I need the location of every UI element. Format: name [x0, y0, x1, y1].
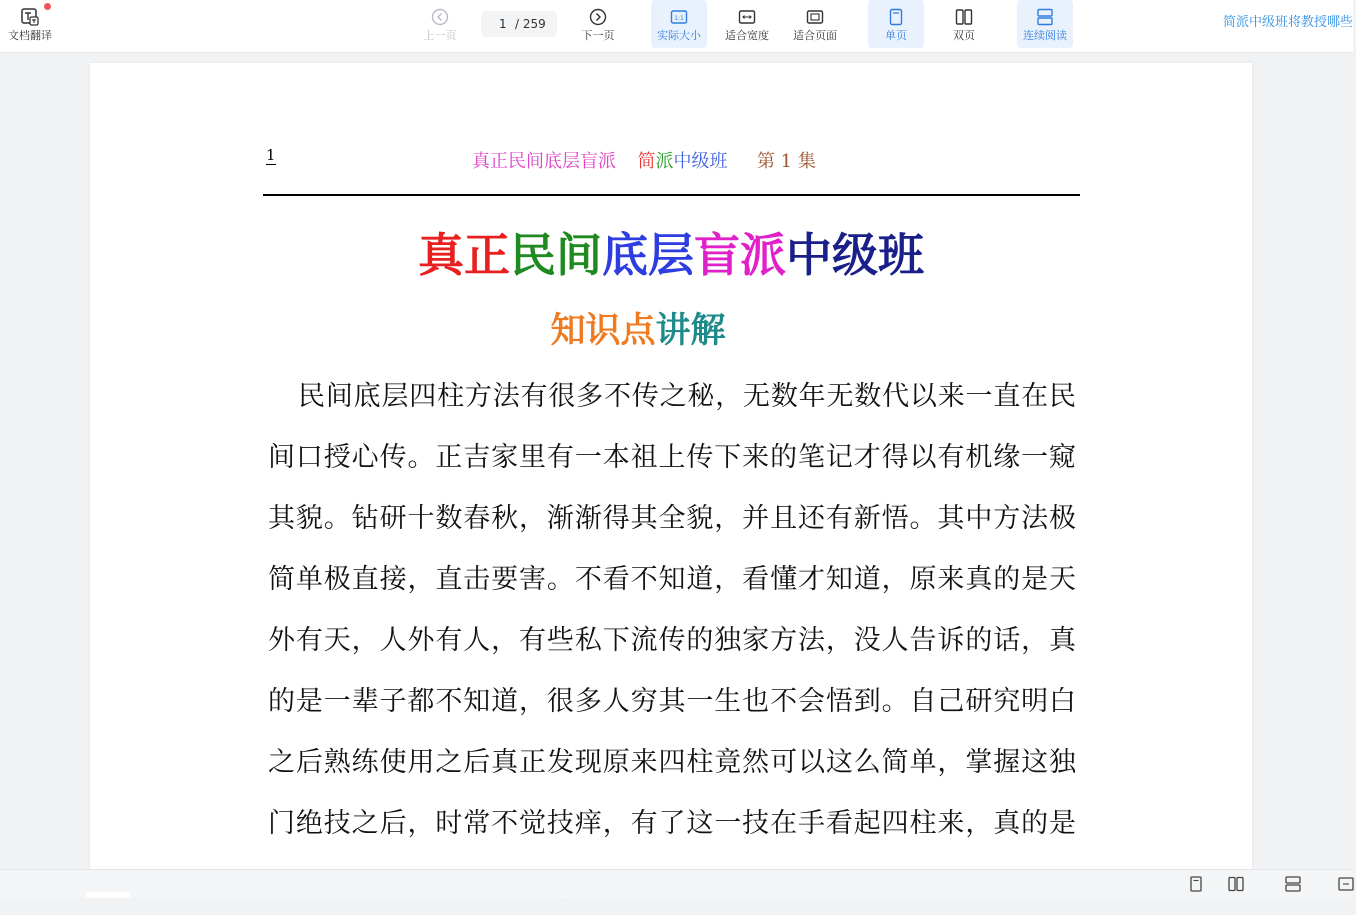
single-page-icon: [886, 7, 906, 27]
title-segment: 中级班: [786, 228, 924, 282]
top-toolbar: [0, 0, 1353, 53]
double-page-view-icon[interactable]: [1226, 874, 1246, 894]
prev-page-label: 上一页: [423, 29, 457, 42]
document-page: [90, 63, 1252, 869]
chevron-right-circle-icon: [588, 7, 608, 27]
page-number: 1: [266, 146, 276, 164]
fit-page-button[interactable]: [787, 0, 843, 48]
single-page-view-icon[interactable]: [1186, 874, 1206, 894]
header-segment: 简: [637, 151, 656, 172]
actual-size-label: 实际大小: [657, 29, 701, 42]
header-segment: 真正民间底层盲派: [472, 151, 616, 172]
fit-page-icon: [805, 7, 825, 27]
prev-page-button[interactable]: [418, 0, 462, 48]
fit-width-label: 适合宽度: [725, 29, 769, 42]
title-segment: 底层: [602, 228, 694, 282]
running-header: [472, 147, 816, 173]
notification-dot: [44, 3, 51, 10]
continuous-view-icon[interactable]: [1283, 874, 1303, 894]
header-segment: 中级班: [673, 151, 728, 172]
actual-size-button[interactable]: [651, 0, 707, 48]
document-title: 简派中级班将教授哪些: [1222, 15, 1353, 30]
continuous-reading-icon: [1035, 7, 1055, 27]
single-page-label: 单页: [885, 29, 907, 42]
svg-text:1:1: 1:1: [674, 15, 684, 22]
body-text: [268, 366, 1076, 915]
document-title-heading: [90, 219, 1252, 285]
status-bar: [0, 869, 1353, 898]
total-pages: / 259: [515, 17, 546, 31]
continuous-reading-label: 连续阅读: [1023, 29, 1067, 42]
next-page-label: 下一页: [581, 29, 615, 42]
fit-view-icon[interactable]: [1336, 874, 1356, 894]
translate-icon: [20, 7, 40, 27]
page-number-input[interactable]: [481, 11, 557, 37]
double-page-icon: [954, 7, 974, 27]
title-segment: 真正: [418, 228, 510, 282]
header-divider: [263, 194, 1080, 196]
fit-width-button[interactable]: [719, 0, 775, 48]
next-page-button[interactable]: [576, 0, 620, 48]
fit-width-icon: [737, 7, 757, 27]
horizontal-scrollbar[interactable]: [86, 892, 130, 898]
header-segment: 第 1 集: [756, 151, 816, 172]
continuous-reading-button[interactable]: [1017, 0, 1073, 48]
double-page-button[interactable]: [936, 0, 992, 48]
chevron-left-circle-icon: [430, 7, 450, 27]
actual-size-icon: [669, 7, 689, 27]
body-paragraph: 民间底层四柱方法有很多不传之秘，无数年无数代以来一直在民间口授心传。正吉家里有一本祖上传下来的笔记才得以有机缘一窥其貌。钻研十数春秋，渐渐得其全貌，并且还有新悟。其中方法极简单极直接，直击要害。不看不知道，看懂才知道，原来真的是天外有天，人外有人，有些私下流传的独家方法，没人告诉的话，真的是一辈子都不知道，很多人穷其一生也不会悟到。自己研究明白之后熟练使用之后真正发现原来四柱竟然可以这么简单，掌握这独门绝技之后，时常不觉技痒，有了这一技在手看起四柱来，真的是: [268, 381, 1076, 839]
current-page[interactable]: 1: [499, 17, 507, 31]
fit-page-label: 适合页面: [793, 29, 837, 42]
subtitle-segment: 讲解: [655, 310, 726, 351]
subtitle-segment: 知识点: [550, 310, 656, 351]
single-page-button[interactable]: [868, 0, 924, 48]
document-subtitle: [90, 303, 1186, 353]
double-page-label: 双页: [953, 29, 975, 42]
translate-label: 文档翻译: [8, 29, 52, 42]
title-segment: 盲派: [694, 228, 786, 282]
header-segment: 派: [655, 151, 674, 172]
title-segment: 民间: [510, 228, 602, 282]
